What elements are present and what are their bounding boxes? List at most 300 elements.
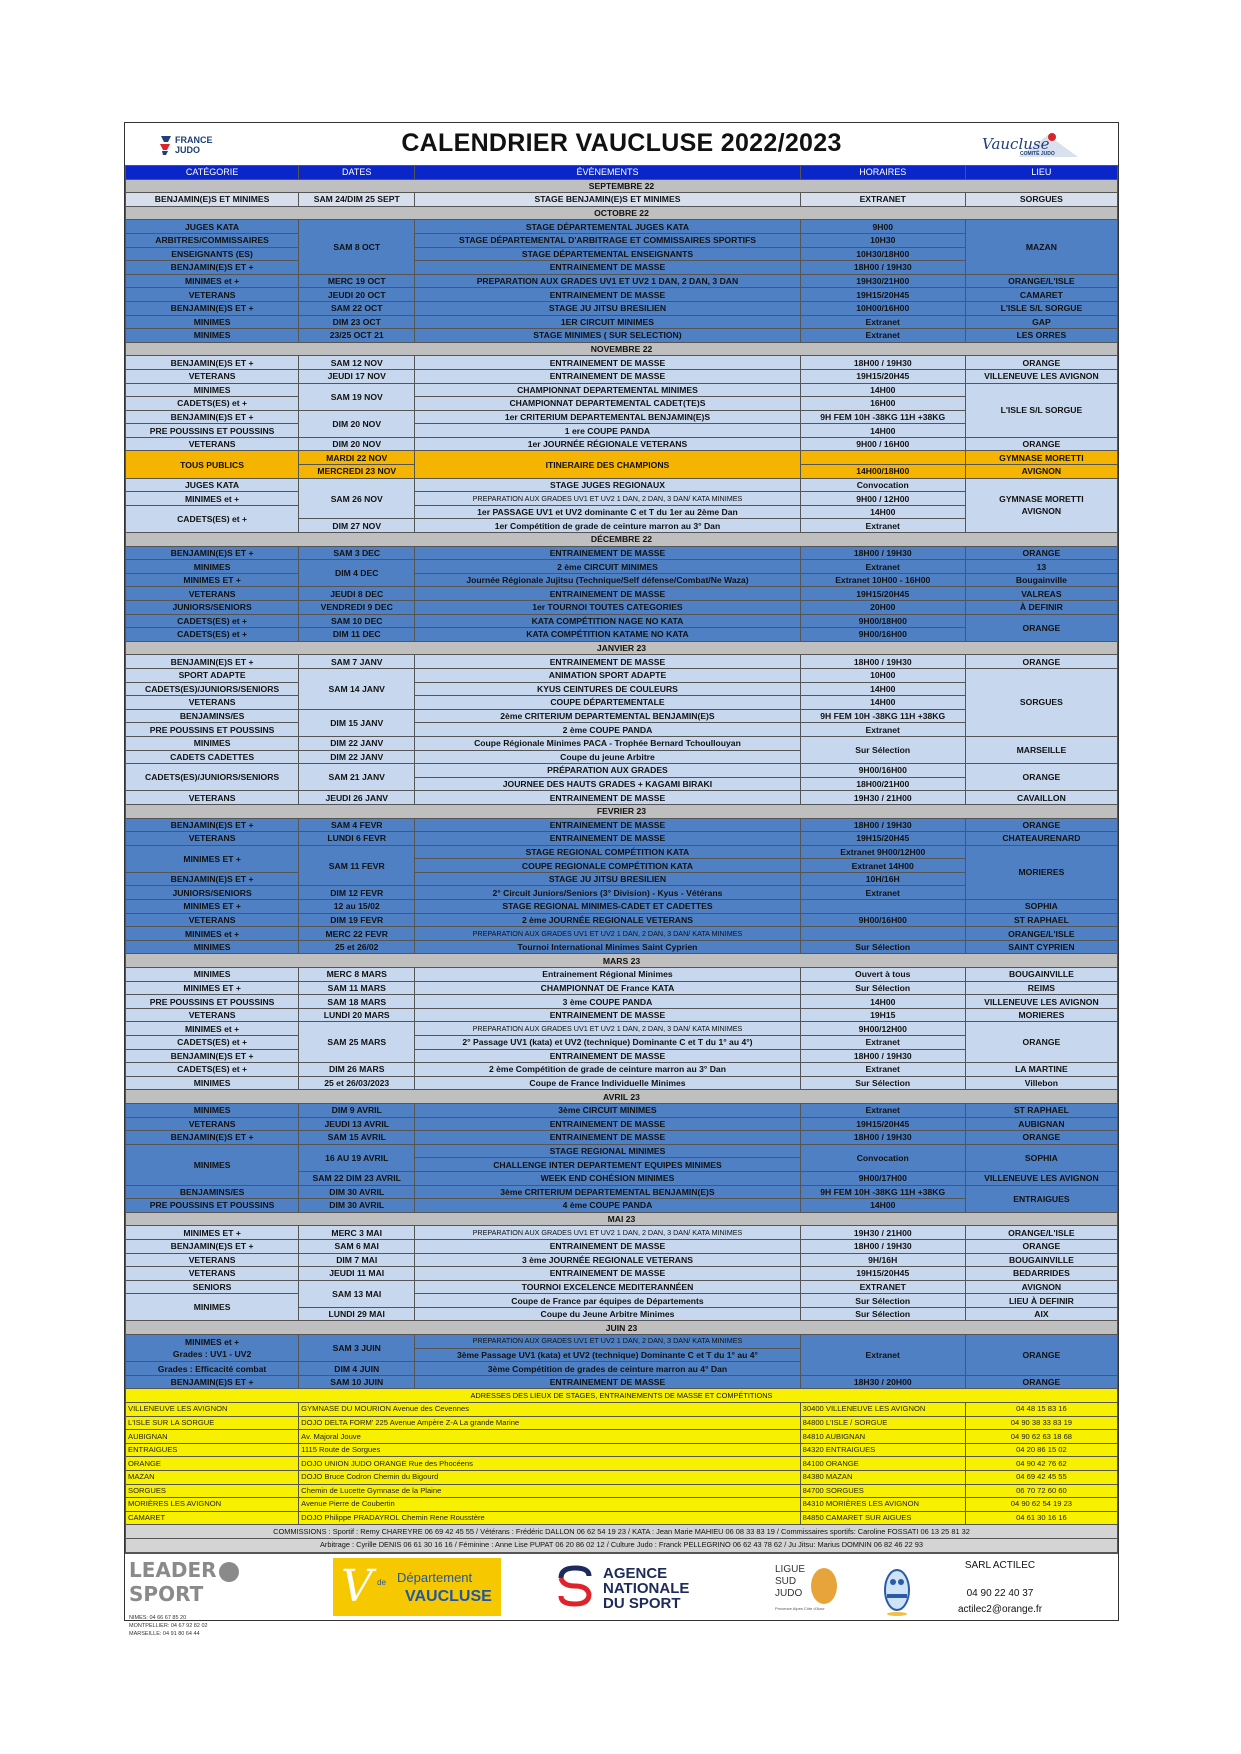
- event-cell: STAGE MINIMES ( SUR SELECTION): [415, 329, 800, 343]
- event-cell: COUPE REGIONALE COMPÉTITION KATA: [415, 859, 800, 873]
- event-cell: 19H15/20H45: [800, 1117, 965, 1131]
- event-cell: PRE POUSSINS ET POUSSINS: [126, 1199, 299, 1213]
- event-cell: 18H00 / 19H30: [800, 1239, 965, 1253]
- event-cell: ORANGE: [965, 356, 1117, 370]
- event-cell: BENJAMIN(E)S ET +: [126, 818, 299, 832]
- event-cell: JUGES KATA: [126, 478, 299, 492]
- event-cell: 18H00 / 19H30: [800, 1131, 965, 1145]
- event-cell: ENTRAINEMENT DE MASSE: [415, 791, 800, 805]
- event-cell: CHALLENGE INTER DEPARTEMENT EQUIPES MINIMES: [415, 1158, 800, 1172]
- event-row: [126, 1267, 1118, 1281]
- event-cell: Extranet: [800, 329, 965, 343]
- event-cell: VETERANS: [126, 369, 299, 383]
- event-cell: DIM 15 JANV: [299, 709, 415, 736]
- month-label: JUIN 23: [126, 1321, 1118, 1335]
- leader-sport-phone: MONTPELLIER: 04 67 92 82 02: [129, 1623, 208, 1630]
- column-header: ÉVÈNEMENTS: [415, 166, 800, 180]
- month-row: [126, 1090, 1118, 1104]
- event-cell: 18H00/21H00: [800, 777, 965, 791]
- ligue-logo-text: LIGUE SUD JUDO: [775, 1563, 806, 1599]
- month-label: FEVRIER 23: [126, 804, 1118, 818]
- event-cell: PRE POUSSINS ET POUSSINS: [126, 424, 299, 438]
- event-cell: [800, 451, 965, 465]
- event-cell: CHAMPIONNAT DEPARTEMENTAL MINIMES: [415, 383, 800, 397]
- event-cell: 18H00 / 19H30: [800, 655, 965, 669]
- address-cell: 1115 Route de Sorgues: [299, 1443, 800, 1457]
- event-cell: 25 et 26/03/2023: [299, 1076, 415, 1090]
- month-row: [126, 206, 1118, 220]
- month-row: [126, 342, 1118, 356]
- event-cell: PREPARATION AUX GRADES UV1 ET UV2 1 DAN, 2 DAN, 3 DAN: [415, 274, 800, 288]
- event-cell: Coupe du jeune Arbitre: [415, 750, 800, 764]
- event-cell: ENTRAINEMENT DE MASSE: [415, 832, 800, 846]
- event-cell: PREPARATION AUX GRADES UV1 ET UV2 1 DAN, 2 DAN, 3 DAN/ KATA MINIMES: [415, 1226, 800, 1240]
- event-cell: ENTRAINEMENT DE MASSE: [415, 369, 800, 383]
- event-cell: VALREAS: [965, 587, 1117, 601]
- event-cell: SAM 6 MAI: [299, 1239, 415, 1253]
- calendar-table: [125, 165, 1118, 1553]
- address-cell: 04 90 62 54 19 23: [965, 1498, 1117, 1512]
- address-row: [126, 1416, 1118, 1430]
- event-cell: 2 ème JOURNÉE REGIONALE VETERANS: [415, 913, 800, 927]
- event-row: [126, 1294, 1118, 1308]
- event-cell: DIM 30 AVRIL: [299, 1185, 415, 1199]
- address-cell: DOJO UNION JUDO ORANGE Rue des Phocéens: [299, 1457, 800, 1471]
- event-cell: STAGE JUGES REGIONAUX: [415, 478, 800, 492]
- event-cell: MERC 8 MARS: [299, 968, 415, 982]
- event-cell: 19H15/20H45: [800, 1267, 965, 1281]
- event-cell: DIM 23 OCT: [299, 315, 415, 329]
- event-cell: 9H00/17H00: [800, 1171, 965, 1185]
- address-cell: 04 48 15 83 16: [965, 1403, 1117, 1417]
- event-cell: BENJAMIN(E)S ET +: [126, 1375, 299, 1389]
- address-cell: ENTRAIGUES: [126, 1443, 299, 1457]
- event-cell: VENDREDI 9 DEC: [299, 601, 415, 615]
- event-cell: 9H/16H: [800, 1253, 965, 1267]
- event-row: [126, 940, 1118, 954]
- event-cell: Villebon: [965, 1076, 1117, 1090]
- event-cell: Sur Sélection: [800, 940, 965, 954]
- event-cell: JOURNEE DES HAUTS GRADES + KAGAMI BIRAKI: [415, 777, 800, 791]
- event-cell: KATA COMPÉTITION KATAME NO KATA: [415, 628, 800, 642]
- event-row: [126, 1131, 1118, 1145]
- event-cell: STAGE BENJAMIN(E)S ET MINIMES: [415, 193, 800, 207]
- event-cell: JUNIORS/SENIORS: [126, 886, 299, 900]
- event-cell: STAGE DÉPARTEMENTAL ENSEIGNANTS: [415, 247, 800, 261]
- month-label: DÉCEMBRE 22: [126, 533, 1118, 547]
- event-cell: À DEFINIR: [965, 601, 1117, 615]
- event-cell: SENIORS: [126, 1280, 299, 1294]
- event-cell: SAM 11 FEVR: [299, 845, 415, 886]
- comite-vaucluse-logo-text: Vaucluse: [982, 135, 1050, 153]
- month-row: [126, 641, 1118, 655]
- address-cell: SORGUES: [126, 1484, 299, 1498]
- addresses-body: [126, 1389, 1118, 1552]
- event-cell: Sur Sélection: [800, 1307, 965, 1321]
- address-row: [126, 1403, 1118, 1417]
- ligue-logo-sub: Provence Alpes Côte d'Azur: [775, 1605, 825, 1611]
- event-cell: Coupe de France par équipes de Départements: [415, 1294, 800, 1308]
- event-cell: 9H00/16H00: [800, 764, 965, 778]
- event-row: [126, 845, 1118, 859]
- event-cell: MINIMES et + Grades : UV1 - UV2: [126, 1335, 299, 1362]
- address-cell: 84700 SORGUES: [800, 1484, 965, 1498]
- leader-sport-phone: NIMES: 04 66 67 85 20: [129, 1615, 187, 1622]
- event-cell: [800, 927, 965, 941]
- event-cell: 1er TOURNOI TOUTES CATEGORIES: [415, 601, 800, 615]
- address-cell: DOJO Bruce Codron Chemin du Bigourd: [299, 1471, 800, 1485]
- event-cell: VETERANS: [126, 696, 299, 710]
- event-cell: JEUDI 8 DEC: [299, 587, 415, 601]
- calendar-sheet: [124, 122, 1119, 1638]
- event-cell: 19H15/20H45: [800, 288, 965, 302]
- address-cell: GYMNASE DU MOURION Avenue des Cevennes: [299, 1403, 800, 1417]
- month-label: MAI 23: [126, 1212, 1118, 1226]
- event-cell: TOURNOI EXCELENCE MEDITERANNÉEN: [415, 1280, 800, 1294]
- event-row: [126, 913, 1118, 927]
- event-cell: SAM 10 DEC: [299, 614, 415, 628]
- event-cell: Extranet: [800, 1063, 965, 1077]
- ball-icon: [219, 1562, 239, 1582]
- event-cell: Coupe de France Individuelle Minimes: [415, 1076, 800, 1090]
- event-cell: ARBITRES/COMMISSAIRES: [126, 233, 299, 247]
- event-cell: DIM 27 NOV: [299, 519, 415, 533]
- event-cell: 3ème Compétition de grades de ceinture marron au 4° Dan: [415, 1362, 800, 1376]
- event-cell: CAVAILLON: [965, 791, 1117, 805]
- sarl-email: actilec2@orange.fr: [957, 1603, 1043, 1615]
- event-cell: Extranet 9H00/12H00: [800, 845, 965, 859]
- event-cell: 10H00: [800, 668, 965, 682]
- event-cell: DIM 26 MARS: [299, 1063, 415, 1077]
- event-cell: MERC 22 FEVR: [299, 927, 415, 941]
- mascot-image: [875, 1558, 919, 1616]
- event-cell: Extranet: [800, 886, 965, 900]
- event-cell: Extranet: [800, 723, 965, 737]
- event-cell: MERC 3 MAI: [299, 1226, 415, 1240]
- event-row: [126, 1076, 1118, 1090]
- departement-label: Département: [397, 1569, 473, 1585]
- event-cell: DIM 7 MAI: [299, 1253, 415, 1267]
- address-cell: DOJO Philippe PRADAYROL Chemin Rene Rousstère: [299, 1511, 800, 1525]
- event-cell: 1ER CIRCUIT MINIMES: [415, 315, 800, 329]
- address-cell: L'ISLE SUR LA SORGUE: [126, 1416, 299, 1430]
- event-cell: ENTRAINEMENT DE MASSE: [415, 1117, 800, 1131]
- event-cell: 25 et 26/02: [299, 940, 415, 954]
- address-row: [126, 1430, 1118, 1444]
- event-row: [126, 356, 1118, 370]
- event-cell: 2 ème COUPE PANDA: [415, 723, 800, 737]
- leader-sport-phones: [129, 1614, 279, 1638]
- event-row: [126, 1063, 1118, 1077]
- event-row: [126, 1226, 1118, 1240]
- event-cell: ENTRAINEMENT DE MASSE: [415, 1049, 800, 1063]
- event-cell: 14H00: [800, 682, 965, 696]
- event-row: [126, 1103, 1118, 1117]
- event-cell: STAGE REGIONAL COMPÉTITION KATA: [415, 845, 800, 859]
- event-cell: SAM 14 JANV: [299, 668, 415, 709]
- event-cell: ENSEIGNANTS (ES): [126, 247, 299, 261]
- address-cell: Av. Majoral Jouve: [299, 1430, 800, 1444]
- event-cell: BENJAMIN(E)S ET +: [126, 546, 299, 560]
- address-cell: ORANGE: [126, 1457, 299, 1471]
- event-cell: 14H00: [800, 1199, 965, 1213]
- event-cell: GYMNASE MORETTI: [965, 451, 1117, 465]
- sarl-phone: 04 90 22 40 37: [966, 1587, 1034, 1599]
- event-cell: L'ISLE S/L SORGUE: [965, 301, 1117, 315]
- event-cell: SAM 26 NOV: [299, 478, 415, 519]
- event-cell: 19H30/21H00: [800, 274, 965, 288]
- event-cell: JEUDI 13 AVRIL: [299, 1117, 415, 1131]
- event-cell: ENTRAINEMENT DE MASSE: [415, 1131, 800, 1145]
- event-cell: GAP: [965, 315, 1117, 329]
- event-cell: LES ORRES: [965, 329, 1117, 343]
- event-cell: STAGE REGIONAL MINIMES-CADET ET CADETTES: [415, 900, 800, 914]
- month-label: OCTOBRE 22: [126, 206, 1118, 220]
- column-header-row: [126, 166, 1118, 180]
- event-cell: BOUGAINVILLE: [965, 1253, 1117, 1267]
- event-cell: ST RAPHAEL: [965, 913, 1117, 927]
- event-cell: ORANGE: [965, 1239, 1117, 1253]
- event-cell: ORANGE: [965, 614, 1117, 641]
- event-cell: 19H15/20H45: [800, 587, 965, 601]
- event-cell: Ouvert à tous: [800, 968, 965, 982]
- event-cell: Extranet: [800, 1036, 965, 1050]
- departement-de: de: [377, 1577, 386, 1587]
- calendar-body: [126, 179, 1118, 1389]
- event-cell: SAM 19 NOV: [299, 383, 415, 410]
- event-cell: 16 AU 19 AVRIL: [299, 1144, 415, 1171]
- sarl-actilec: [920, 1558, 1120, 1618]
- event-row: [126, 560, 1118, 574]
- event-cell: 1er JOURNÉE RÉGIONALE VETERANS: [415, 437, 800, 451]
- event-cell: ENTRAINEMENT DE MASSE: [415, 1267, 800, 1281]
- event-row: [126, 369, 1118, 383]
- event-cell: SAM 4 FEVR: [299, 818, 415, 832]
- event-cell: 9H00 / 16H00: [800, 437, 965, 451]
- event-cell: MINIMES ET +: [126, 845, 299, 872]
- event-cell: MINIMES: [126, 329, 299, 343]
- event-cell: [800, 900, 965, 914]
- event-cell: ORANGE: [965, 1335, 1117, 1376]
- event-cell: MINIMES: [126, 1294, 299, 1321]
- address-cell: 04 90 42 76 62: [965, 1457, 1117, 1471]
- event-cell: KATA COMPÉTITION NAGE NO KATA: [415, 614, 800, 628]
- event-cell: SAM 10 JUIN: [299, 1375, 415, 1389]
- event-cell: CADETS(ES) et +: [126, 628, 299, 642]
- event-cell: REIMS: [965, 981, 1117, 995]
- address-cell: 84380 MAZAN: [800, 1471, 965, 1485]
- event-cell: AVIGNON: [965, 465, 1117, 479]
- event-cell: 19H15/20H45: [800, 369, 965, 383]
- addresses-title: ADRESSES DES LIEUX DE STAGES, ENTRAINEMENTS DE MASSE ET COMPÉTITIONS: [126, 1389, 1118, 1403]
- event-row: [126, 288, 1118, 302]
- event-cell: ENTRAINEMENT DE MASSE: [415, 1375, 800, 1389]
- address-cell: Chemin de Lucette Gymnase de la Plaine: [299, 1484, 800, 1498]
- event-cell: 14H00/18H00: [800, 465, 965, 479]
- address-cell: CAMARET: [126, 1511, 299, 1525]
- event-cell: 2° Passage UV1 (kata) et UV2 (technique) Dominante C et T du 1° au 4°): [415, 1036, 800, 1050]
- event-cell: 4 ème COUPE PANDA: [415, 1199, 800, 1213]
- commission-text: COMMISSIONS : Sportif : Remy CHAREYRE 06 69 42 45 55 / Vétérans : Frédéric DALLON 06 62 54 19 23 / KATA : Jean Marie MAHIEU 06 08 33 83 19 / Commissaires sportifs: Caroline FOSSATI 06 13 25 81 32: [126, 1525, 1118, 1539]
- event-cell: CADETS CADETTES: [126, 750, 299, 764]
- page-title: CALENDRIER VAUCLUSE 2022/2023: [401, 129, 842, 157]
- event-cell: DIM 4 DEC: [299, 560, 415, 587]
- event-cell: VILLENEUVE LES AVIGNON: [965, 369, 1117, 383]
- event-cell: CADETS(ES)/JUNIORS/SENIORS: [126, 682, 299, 696]
- event-cell: 10H30: [800, 233, 965, 247]
- event-cell: 12 au 15/02: [299, 900, 415, 914]
- event-cell: ORANGE: [965, 818, 1117, 832]
- event-cell: 18H00 / 19H30: [800, 356, 965, 370]
- event-cell: 14H00: [800, 424, 965, 438]
- event-cell: 14H00: [800, 383, 965, 397]
- event-cell: PREPARATION AUX GRADES UV1 ET UV2 1 DAN, 2 DAN, 3 DAN/ KATA MINIMES: [415, 927, 800, 941]
- event-row: [126, 1022, 1118, 1036]
- event-cell: DIM 19 FEVR: [299, 913, 415, 927]
- event-cell: MAZAN: [965, 220, 1117, 274]
- address-cell: VILLENEUVE LES AVIGNON: [126, 1403, 299, 1417]
- event-cell: LIEU À DEFINIR: [965, 1294, 1117, 1308]
- event-cell: MINIMES: [126, 383, 299, 397]
- column-header: HORAIRES: [800, 166, 965, 180]
- event-cell: ENTRAINEMENT DE MASSE: [415, 288, 800, 302]
- event-cell: ENTRAIGUES: [965, 1185, 1117, 1212]
- event-cell: 14H00: [800, 696, 965, 710]
- month-row: [126, 954, 1118, 968]
- event-cell: SAM 3 JUIN: [299, 1335, 415, 1362]
- event-cell: BEDARRIDES: [965, 1267, 1117, 1281]
- event-cell: Extranet: [800, 315, 965, 329]
- event-cell: CHAMPIONNAT DEPARTEMENTAL CADET(TE)S: [415, 397, 800, 411]
- event-cell: 14H00: [800, 505, 965, 519]
- comite-vaucluse-logo: [978, 129, 1088, 161]
- event-cell: ORANGE/L'ISLE: [965, 274, 1117, 288]
- event-cell: SAM 15 AVRIL: [299, 1131, 415, 1145]
- event-cell: MINIMES ET +: [126, 573, 299, 587]
- event-cell: JUNIORS/SENIORS: [126, 601, 299, 615]
- leader-sport-logo: [129, 1557, 279, 1638]
- address-cell: 84800 L'ISLE / SORGUE: [800, 1416, 965, 1430]
- event-cell: 10H00/16H00: [800, 301, 965, 315]
- event-row: [126, 274, 1118, 288]
- event-row: [126, 655, 1118, 669]
- event-row: [126, 601, 1118, 615]
- event-cell: PREPARATION AUX GRADES UV1 ET UV2 1 DAN, 2 DAN, 3 DAN/ KATA MINIMES: [415, 1022, 800, 1036]
- event-cell: Convocation: [800, 1144, 965, 1171]
- event-cell: 1er PASSAGE UV1 et UV2 dominante C et T du 1er au 2ème Dan: [415, 505, 800, 519]
- event-row: [126, 1253, 1118, 1267]
- event-cell: DIM 11 DEC: [299, 628, 415, 642]
- month-row: [126, 1321, 1118, 1335]
- event-cell: JEUDI 17 NOV: [299, 369, 415, 383]
- event-cell: LUNDI 6 FEVR: [299, 832, 415, 846]
- event-row: [126, 736, 1118, 750]
- address-cell: 04 90 38 33 83 19: [965, 1416, 1117, 1430]
- address-row: [126, 1511, 1118, 1525]
- column-header: DATES: [299, 166, 415, 180]
- event-cell: VETERANS: [126, 913, 299, 927]
- event-cell: Sur Sélection: [800, 1076, 965, 1090]
- address-cell: 04 20 86 15 02: [965, 1443, 1117, 1457]
- event-row: [126, 1375, 1118, 1389]
- event-cell: MINIMES: [126, 736, 299, 750]
- event-cell: VILLENEUVE LES AVIGNON: [965, 1171, 1117, 1185]
- event-cell: JEUDI 20 OCT: [299, 288, 415, 302]
- event-cell: MINIMES: [126, 940, 299, 954]
- judoka-icon: [811, 1568, 837, 1604]
- event-cell: TOUS PUBLICS: [126, 451, 299, 478]
- event-row: [126, 383, 1118, 397]
- event-cell: 19H30 / 21H00: [800, 1226, 965, 1240]
- event-cell: 2 ème CIRCUIT MINIMES: [415, 560, 800, 574]
- event-cell: MARDI 22 NOV: [299, 451, 415, 465]
- event-cell: 20H00: [800, 601, 965, 615]
- event-cell: ORANGE/L'ISLE: [965, 927, 1117, 941]
- address-cell: 06 70 72 60 60: [965, 1484, 1117, 1498]
- address-cell: 04 90 62 63 18 68: [965, 1430, 1117, 1444]
- leader-sport-logo-text: LEADER: [129, 1557, 217, 1582]
- event-cell: 9H FEM 10H -38KG 11H +38KG: [800, 410, 965, 424]
- address-cell: 84100 ORANGE: [800, 1457, 965, 1471]
- month-label: MARS 23: [126, 954, 1118, 968]
- event-cell: ORANGE: [965, 437, 1117, 451]
- event-cell: 19H30 / 21H00: [800, 791, 965, 805]
- address-cell: 84320 ENTRAIGUES: [800, 1443, 965, 1457]
- event-cell: BENJAMIN(E)S ET MINIMES: [126, 193, 299, 207]
- event-cell: SAINT CYPRIEN: [965, 940, 1117, 954]
- event-cell: ENTRAINEMENT DE MASSE: [415, 1008, 800, 1022]
- event-cell: MORIERES: [965, 845, 1117, 899]
- event-cell: BENJAMIN(E)S ET +: [126, 1049, 299, 1063]
- event-cell: MINIMES et +: [126, 274, 299, 288]
- calendar-header: [125, 123, 1118, 165]
- event-cell: SAM 12 NOV: [299, 356, 415, 370]
- event-cell: ENTRAINEMENT DE MASSE: [415, 818, 800, 832]
- column-header: LIEU: [965, 166, 1117, 180]
- event-cell: Entrainement Régional Minimes: [415, 968, 800, 982]
- event-cell: ANIMATION SPORT ADAPTE: [415, 668, 800, 682]
- event-cell: STAGE DÉPARTEMENTAL D'ARBITRAGE ET COMMISSAIRES SPORTIFS: [415, 233, 800, 247]
- event-cell: 14H00: [800, 995, 965, 1009]
- event-cell: 10H30/18H00: [800, 247, 965, 261]
- departement-name: VAUCLUSE: [405, 1587, 492, 1605]
- event-cell: DIM 22 JANV: [299, 750, 415, 764]
- event-cell: EXTRANET: [800, 193, 965, 207]
- event-cell: ORANGE: [965, 764, 1117, 791]
- event-row: [126, 1335, 1118, 1349]
- event-cell: VETERANS: [126, 587, 299, 601]
- event-cell: KYUS CEINTURES DE COULEURS: [415, 682, 800, 696]
- event-cell: AUBIGNAN: [965, 1117, 1117, 1131]
- address-cell: 84850 CAMARET SUR AIGUES: [800, 1511, 965, 1525]
- event-cell: MARSEILLE: [965, 736, 1117, 763]
- event-cell: LUNDI 20 MARS: [299, 1008, 415, 1022]
- event-cell: JEUDI 11 MAI: [299, 1267, 415, 1281]
- address-cell: MORIÈRES LES AVIGNON: [126, 1498, 299, 1512]
- month-row: [126, 1212, 1118, 1226]
- addresses-title-row: [126, 1389, 1118, 1403]
- event-row: [126, 437, 1118, 451]
- event-cell: Extranet: [800, 1335, 965, 1376]
- event-cell: 3ème CIRCUIT MINIMES: [415, 1103, 800, 1117]
- event-cell: BENJAMIN(E)S ET +: [126, 1131, 299, 1145]
- event-cell: SAM 8 OCT: [299, 220, 415, 274]
- event-cell: ORANGE: [965, 546, 1117, 560]
- event-cell: Extranet 10H00 - 16H00: [800, 573, 965, 587]
- event-cell: MERCREDI 23 NOV: [299, 465, 415, 479]
- leader-sport-logo-sport: SPORT: [129, 1582, 204, 1607]
- commission-text: Arbitrage : Cyrille DENIS 06 61 30 16 16 / Féminine : Anne Lise PUPAT 06 20 86 02 12 / Culture Judo : Franck PELLEGRINO 06 62 43 78 62 / Ju Jitsu: Marius DOMNIN 06 82 46 22 93: [126, 1538, 1118, 1552]
